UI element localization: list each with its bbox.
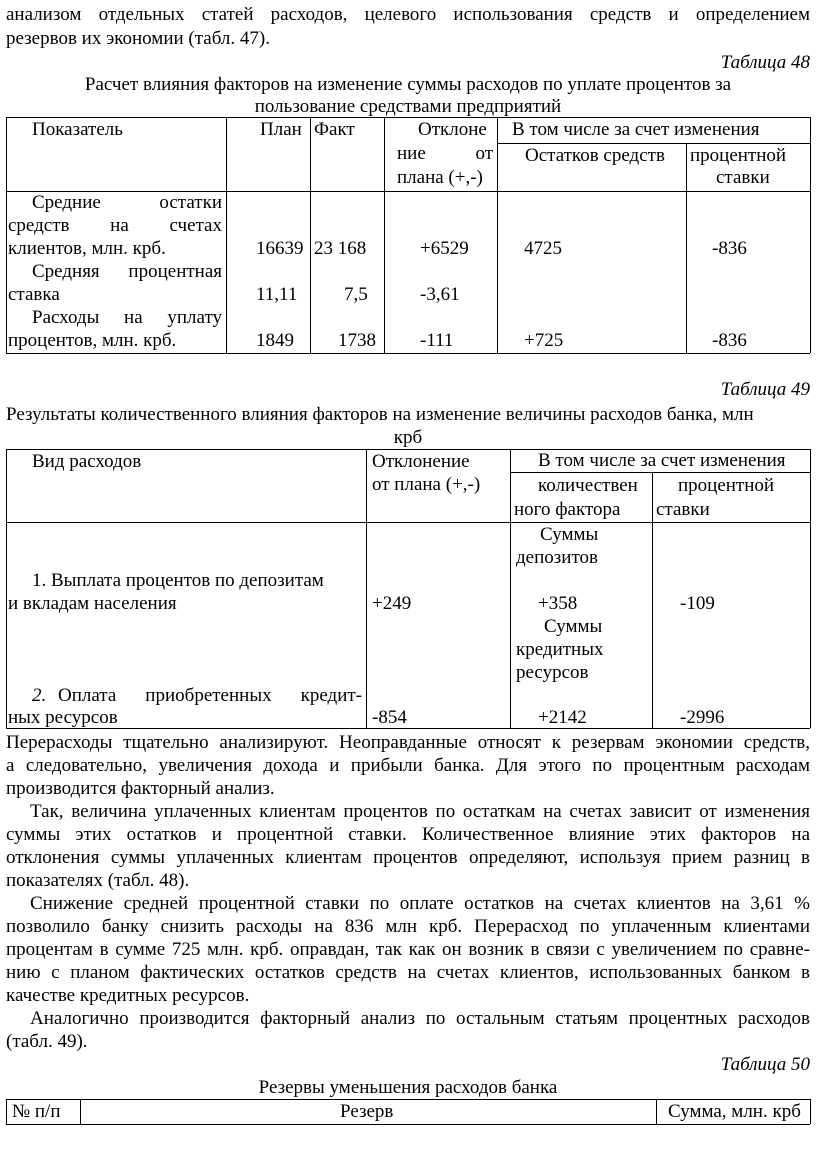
paragraph-line: Так, величина уплаченных клиентам процентов по остаткам на счетах зависит от изменения xyxy=(30,801,810,822)
table48-header-deviation-3: плана (+,-) xyxy=(397,167,483,188)
table49-title-line-1: Результаты количественного влияния факторов на изменение величины расходов банка, млн xyxy=(6,404,754,425)
table48-title-line-2: пользование средствами предприятий xyxy=(254,96,562,117)
paragraph-line: Аналогично производится факторный анализ по остальным статьям процентных расходов xyxy=(30,1008,810,1029)
table48-row3-deviation: -111 xyxy=(420,330,454,351)
table49-header-quantity-2: ного фактора xyxy=(514,499,621,520)
paragraph-line: суммы этих остатков и процентной ставки. Количественное влияние этих факторов на xyxy=(6,824,810,845)
table50-header-reserve: Резерв xyxy=(340,1101,394,1122)
table48-label: Таблица 48 xyxy=(720,52,810,73)
table48-row3-rate: -836 xyxy=(712,330,747,351)
paragraph-line: качестве кредитных ресурсов. xyxy=(6,985,250,1006)
table50-header-number: № п/п xyxy=(12,1101,61,1122)
table48-row1-plan: 16639 xyxy=(256,238,304,259)
table48-title-line-1: Расчет влияния факторов на изменение суммы расходов по уплате процентов за xyxy=(84,74,732,95)
table49-row2-rate: -2996 xyxy=(680,707,725,728)
table48-row3-name-2: процентов, млн. крб. xyxy=(8,330,177,351)
table48-header-deviation-2: ние от xyxy=(397,143,493,164)
table49-row1-name-2: и вкладам населения xyxy=(8,593,177,614)
table50-header-amount: Сумма, млн. крб xyxy=(668,1101,801,1122)
table49-row1-deviation: +249 xyxy=(372,593,412,614)
table49-row2-deviation: -854 xyxy=(372,707,407,728)
table48-header-plan: План xyxy=(260,119,302,140)
table49-row1-quantity: +358 xyxy=(538,593,578,614)
table49-row1-note-2: депозитов xyxy=(516,547,598,568)
table48-header-including: В том числе за счет изменения xyxy=(512,119,760,140)
table48-header-balances: Остатков средств xyxy=(525,145,665,166)
table48-row1-name-3: клиентов, млн. крб. xyxy=(8,238,166,259)
paragraph-line: отклонения суммы уплаченных клиентам процентов определяют, используя прием разниц в xyxy=(6,847,810,868)
table48-row1-rate: -836 xyxy=(712,238,747,259)
table50-title: Резервы уменьшения расходов банка xyxy=(258,1077,558,1098)
table48-row1-name-1: Средние остатки xyxy=(32,192,222,213)
table48-row3-name-1: Расходы на уплату xyxy=(32,307,222,328)
table49-header-rate-2: ставки xyxy=(656,499,710,520)
table49-row2-note-1: Суммы xyxy=(544,616,603,637)
table48-header-fact: Факт xyxy=(314,119,355,140)
table49-row2-quantity: +2142 xyxy=(538,707,587,728)
paragraph-line: нию с планом фактических остатков средств на счетах клиентов, использованных банком в xyxy=(6,962,810,983)
table48-row2-name-2: ставка xyxy=(8,284,60,305)
table49-label: Таблица 49 xyxy=(720,379,810,400)
table49-header-type: Вид расходов xyxy=(32,451,142,472)
table48-row2-fact: 7,5 xyxy=(344,284,368,305)
intro-line-1: анализом отдельных статей расходов, целевого использования средств и определением xyxy=(6,4,810,25)
table49-header-quantity-1: количествен xyxy=(538,475,638,496)
table48-row2-deviation: -3,61 xyxy=(420,284,460,305)
table49-row2-name-2: ных ресурсов xyxy=(8,707,118,728)
table48-row1-name-2: средств на счетах xyxy=(8,215,222,236)
table48-row1-fact: 23 168 xyxy=(314,238,367,259)
table48-row1-balances: 4725 xyxy=(524,238,562,259)
table48-row2-plan: 11,11 xyxy=(256,284,298,305)
intro-line-2: резервов их экономии (табл. 47). xyxy=(6,28,270,49)
table49-row2-note-2: кредитных xyxy=(516,639,604,660)
table49-header-including: В том числе за счет изменения xyxy=(538,450,786,471)
paragraph-line: процентам в сумме 725 млн. крб. оправдан, так как он возник в связи с увеличением по сравне- xyxy=(6,939,810,960)
paragraph-line: показателях (табл. 48). xyxy=(6,870,190,891)
table49-row2-number: 2. xyxy=(32,685,47,706)
table48-row2-name-1: Средняя процентная xyxy=(32,261,222,282)
table48-header-indicator: Показатель xyxy=(32,119,123,140)
table49-row1-name-1: 1. Выплата процентов по депозитам xyxy=(32,570,324,591)
table49-header-rate-1: процентной xyxy=(678,475,775,496)
table49-row2-note-3: ресурсов xyxy=(516,662,589,683)
paragraph-line: позволило банку снизить расходы на 836 млн крб. Перерасход по уплаченным клиентами xyxy=(6,916,810,937)
paragraph-line: Снижение средней процентной ставки по оплате остатков на счетах клиентов на 3,61 % xyxy=(30,893,810,914)
table48-row1-deviation: +6529 xyxy=(420,238,469,259)
table48-header-rate-2: ставки xyxy=(716,167,770,188)
table49-row1-note-1: Суммы xyxy=(540,524,599,545)
table49-row1-rate: -109 xyxy=(680,593,715,614)
table49-header-deviation-1: Отклонение xyxy=(372,451,470,472)
paragraph-line: а следовательно, увеличения дохода и прибыли банка. Для этого по процентным расходам xyxy=(6,755,810,776)
table48-header-deviation-1: Отклоне xyxy=(418,119,487,140)
table48-header-rate-1: процентной xyxy=(690,145,787,166)
table48-row3-fact: 1738 xyxy=(338,330,376,351)
table50-label: Таблица 50 xyxy=(720,1054,810,1075)
paragraph-line: Перерасходы тщательно анализируют. Неоправданные относят к резервам экономии средств, xyxy=(6,732,810,753)
paragraph-line: (табл. 49). xyxy=(6,1031,88,1052)
table49-header-deviation-2: от плана (+,-) xyxy=(372,474,481,495)
table48-row3-plan: 1849 xyxy=(256,330,294,351)
table49-row2-name-1: Оплата приобретенных кредит- xyxy=(58,685,362,706)
table48-row3-balances: +725 xyxy=(524,330,564,351)
table49-title-line-2: крб xyxy=(393,427,423,448)
paragraph-line: производится факторный анализ. xyxy=(6,778,275,799)
